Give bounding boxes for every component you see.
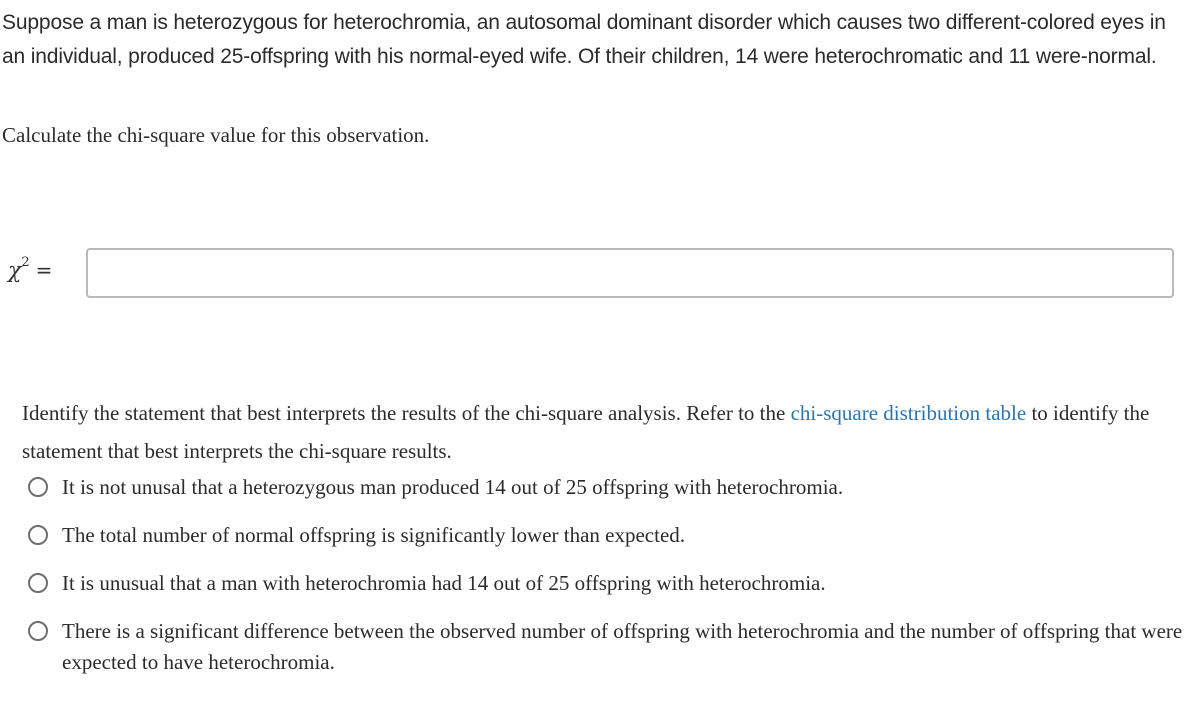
chi-exponent: 2: [21, 255, 30, 270]
radio-button[interactable]: [28, 477, 48, 497]
option-label: It is unusual that a man with heterochromia had 14 out of 25 offspring with heterochromia.: [62, 571, 826, 595]
chi-symbol: χ: [8, 258, 22, 284]
option-3[interactable]: [26, 568, 1186, 599]
chi-square-answer-row: [8, 246, 1178, 302]
radio-button[interactable]: [28, 525, 48, 545]
option-4[interactable]: [26, 616, 1186, 678]
option-label: It is not unusal that a heterozygous man produced 14 out of 25 offspring with heterochromia.: [62, 475, 844, 499]
chi-square-table-link[interactable]: chi-square distribution table: [790, 401, 1027, 425]
equals-sign: =: [35, 258, 53, 283]
interpretation-prefix: Identify the statement that best interprets the results of the chi-square analysis. Refer to the: [22, 401, 791, 425]
option-1[interactable]: [26, 472, 1186, 503]
option-2[interactable]: [26, 520, 1186, 551]
chi-square-label: [8, 255, 53, 284]
answer-options: [26, 472, 1186, 678]
chi-square-input[interactable]: [86, 248, 1174, 298]
instruction-text: Calculate the chi-square value for this observation.: [2, 123, 430, 147]
option-label: The total number of normal offspring is significantly lower than expected.: [62, 523, 686, 547]
option-label: There is a significant difference between the observed number of offspring with heterochromia and the number of offspring that were expected to have heterochromia.: [62, 619, 1183, 674]
radio-button[interactable]: [28, 621, 48, 641]
radio-button[interactable]: [28, 573, 48, 593]
question-text: Suppose a man is heterozygous for heterochromia, an autosomal dominant disorder which causes two different-colored eyes in an individual, produced 25-offspring with his normal-eyed wife. Of their children, 14 were heterochromatic and 11 were-normal.: [2, 11, 1166, 68]
interpretation-prompt: [22, 394, 1182, 470]
interpretation-suffix: to identify the statement that best interprets the chi-square results.: [22, 401, 1150, 463]
